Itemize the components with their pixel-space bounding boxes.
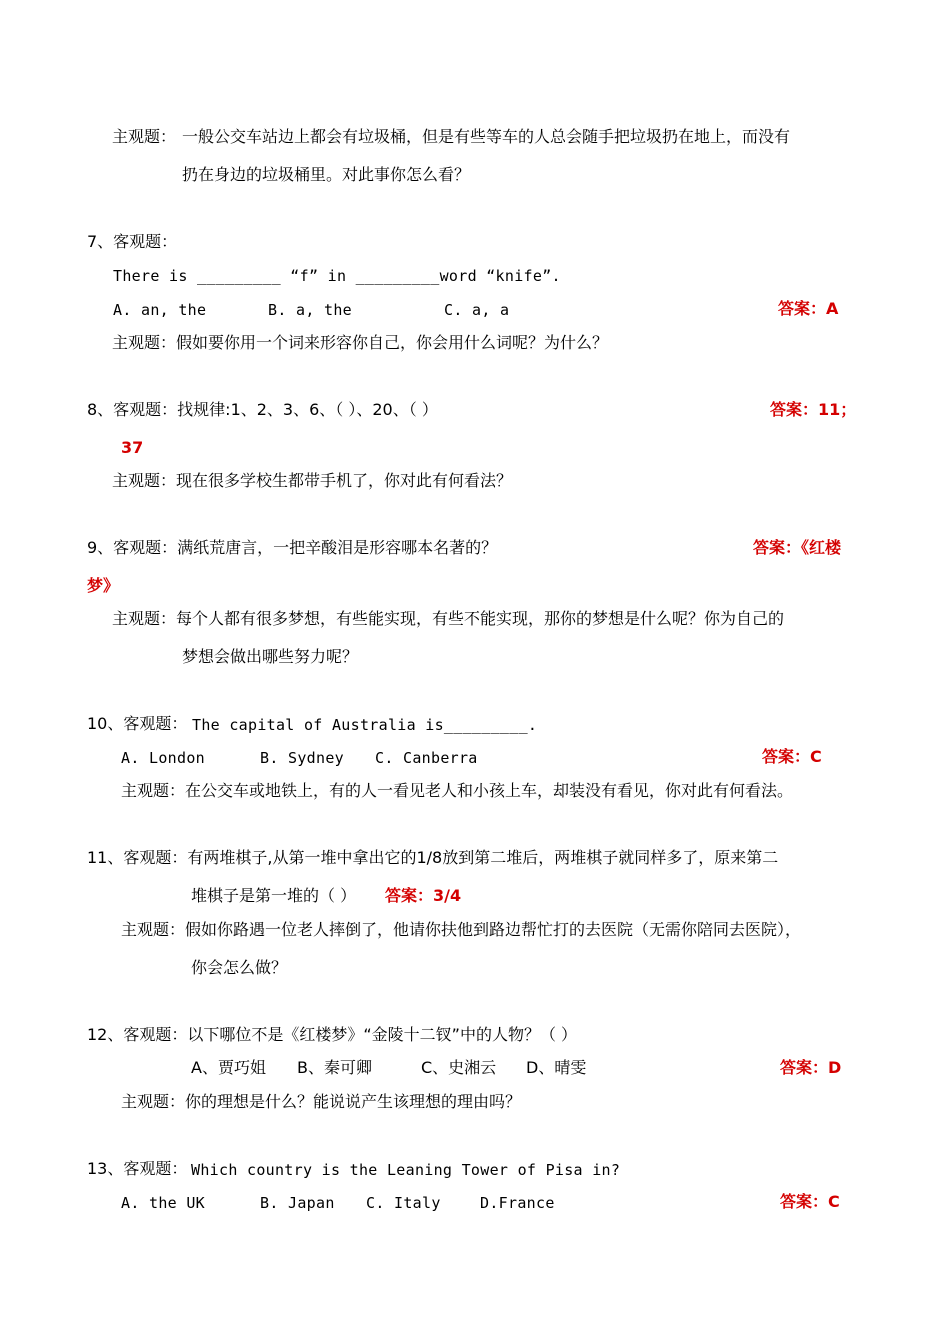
q10-option-a: A. London xyxy=(121,749,205,767)
q8-answer-part1: 答案：11； xyxy=(770,400,857,419)
q10-option-c: C. Canberra xyxy=(375,749,478,767)
q8-answer-part2: 37 xyxy=(121,438,144,457)
q13-heading: 13、客观题： xyxy=(87,1159,188,1178)
q11-subjective-line2: 你会怎么做？ xyxy=(191,958,288,977)
q9-subjective-line2: 梦想会做出哪些努力呢？ xyxy=(182,647,359,666)
q13-option-c: C. Italy xyxy=(366,1194,441,1212)
q13-answer: 答案：C xyxy=(780,1192,840,1211)
q11-line2: 堆棋子是第一堆的（ ） xyxy=(191,886,357,905)
q12-answer: 答案：D xyxy=(780,1058,842,1077)
q12-option-a: A、贾巧姐 xyxy=(191,1058,266,1077)
q7-option-b: B. a, the xyxy=(268,301,352,319)
q7-subjective: 主观题：假如要你用一个词来形容你自己，你会用什么词呢？为什么？ xyxy=(112,333,609,352)
q13-option-a: A. the UK xyxy=(121,1194,205,1212)
q9-answer-part2: 梦》 xyxy=(87,576,120,595)
q10-answer: 答案：C xyxy=(762,747,822,766)
q6-subjective-label: 主观题： xyxy=(112,127,177,146)
q6-subjective-line2: 扔在身边的垃圾桶里。对此事你怎么看？ xyxy=(182,165,471,184)
q12-option-d: D、晴雯 xyxy=(526,1058,587,1077)
q9-subjective-line1: 主观题：每个人都有很多梦想，有些能实现，有些不能实现，那你的梦想是什么呢？你为自己的 xyxy=(112,609,785,628)
q10-question: The capital of Australia is_________. xyxy=(192,716,538,734)
q12-heading: 12、客观题：以下哪位不是《红楼梦》“金陵十二钗”中的人物？（ ） xyxy=(87,1025,578,1044)
q13-option-d: D.France xyxy=(480,1194,555,1212)
q6-subjective-line1: 一般公交车站边上都会有垃圾桶，但是有些等车的人总会随手把垃圾扔在地上，而没有 xyxy=(182,127,791,146)
q11-subjective-line1: 主观题：假如你路遇一位老人摔倒了，他请你扶他到路边帮忙打的去医院（无需你陪同去医院）， xyxy=(121,920,802,939)
q8-heading: 8、客观题：找规律:1、2、3、6、（ ）、20、（ ） xyxy=(87,400,438,419)
q8-subjective: 主观题：现在很多学校生都带手机了，你对此有何看法？ xyxy=(112,471,513,490)
q12-subjective: 主观题：你的理想是什么？能说说产生该理想的理由吗？ xyxy=(121,1092,522,1111)
q12-option-b: B、秦可卿 xyxy=(297,1058,372,1077)
q10-subjective: 主观题：在公交车或地铁上，有的人一看见老人和小孩上车，却装没有看见，你对此有何看法。 xyxy=(121,781,794,800)
q7-option-c: C. a, a xyxy=(444,301,510,319)
q9-heading: 9、客观题：满纸荒唐言，一把辛酸泪是形容哪本名著的？ xyxy=(87,538,498,557)
q9-answer-part1: 答案：《红楼 xyxy=(753,538,842,557)
q11-heading: 11、客观题：有两堆棋子,从第一堆中拿出它的1/8放到第二堆后，两堆棋子就同样多了，原来第二 xyxy=(87,848,779,867)
q7-question: There is _________ “f” in _________word “knife”. xyxy=(113,267,561,285)
q13-option-b: B. Japan xyxy=(260,1194,335,1212)
q7-heading: 7、客观题： xyxy=(87,232,178,251)
q7-answer: 答案：A xyxy=(778,299,839,318)
q7-option-a: A. an, the xyxy=(113,301,207,319)
q12-option-c: C、史湘云 xyxy=(421,1058,497,1077)
q11-answer: 答案：3/4 xyxy=(385,886,462,905)
q13-question: Which country is the Leaning Tower of Pisa in? xyxy=(191,1161,621,1179)
q10-option-b: B. Sydney xyxy=(260,749,344,767)
q10-heading: 10、客观题： xyxy=(87,714,188,733)
